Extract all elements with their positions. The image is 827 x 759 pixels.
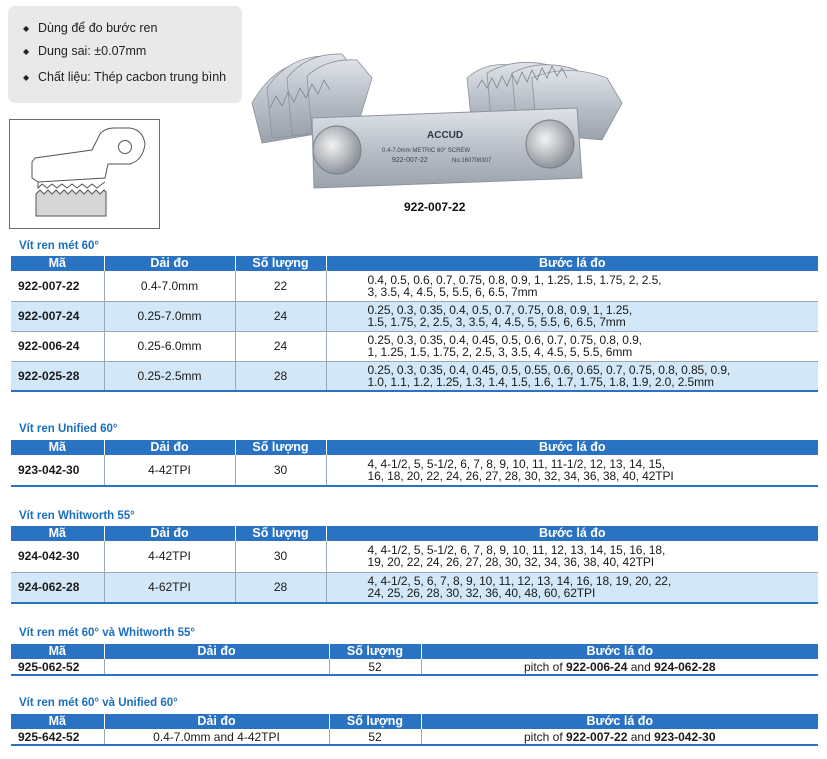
metric-whitworth-table <box>11 644 818 676</box>
col-header-pitch: Bước lá đo <box>326 526 818 541</box>
cell-code: 923-042-30 <box>11 455 104 486</box>
cell-range: 4-62TPI <box>104 572 235 603</box>
cell-qty: 24 <box>235 331 326 361</box>
cell-qty: 22 <box>235 271 326 301</box>
table-row <box>11 301 818 331</box>
col-header-code: Mã <box>11 644 104 659</box>
feature-item: ◆ Dùng để đo bước ren <box>24 21 157 35</box>
feature-item: ◆ Dung sai: ±0.07mm <box>24 44 146 58</box>
section-title: Vít ren Unified 60° <box>19 423 118 435</box>
cell-code: 924-062-28 <box>11 572 104 603</box>
col-header-range: Dải đo <box>104 256 235 271</box>
table-row <box>11 541 818 572</box>
cell-code: 924-042-30 <box>11 541 104 572</box>
cell-pitch: 4, 4-1/2, 5, 5-1/2, 6, 7, 8, 9, 10, 11, 11-1/2, 12, 13, 14, 15, 16, 18, 20, 22, 24, 26, 27, 28, 30, 32, 34, 36, 38, 40, 42TPI <box>326 455 818 486</box>
cell-pitch: pitch of 922-006-24 and 924-062-28 <box>421 659 818 675</box>
cell-range <box>104 659 329 675</box>
col-header-pitch: Bước lá đo <box>421 644 818 659</box>
metric-60-table <box>11 256 818 392</box>
col-header-qty: Số lượng <box>329 644 421 659</box>
cell-code: 925-642-52 <box>11 729 104 745</box>
cell-code: 922-007-22 <box>11 271 104 301</box>
cell-pitch: pitch of 922-007-22 and 923-042-30 <box>421 729 818 745</box>
cell-pitch: 0.25, 0.3, 0.35, 0.4, 0.5, 0.7, 0.75, 0.8, 0.9, 1, 1.25, 1.5, 1.75, 2, 2.5, 3, 3.5, 4, 4.5, 5, 5.5, 6, 6.5, 7mm <box>326 301 818 331</box>
cell-code: 922-006-24 <box>11 331 104 361</box>
col-header-qty: Số lượng <box>235 526 326 541</box>
col-header-code: Mã <box>11 440 104 455</box>
col-header-qty: Số lượng <box>329 714 421 729</box>
features-box <box>8 6 242 103</box>
section-title: Vít ren mét 60° và Unified 60° <box>19 697 178 709</box>
cell-qty: 30 <box>235 541 326 572</box>
feature-item: ◆ Chất liệu: Thép cacbon trung bình <box>24 70 226 84</box>
cell-range: 0.4-7.0mm <box>104 271 235 301</box>
table-row <box>11 361 818 391</box>
cell-code: 925-062-52 <box>11 659 104 675</box>
col-header-range: Dải đo <box>104 644 329 659</box>
svg-text:ACCUD: ACCUD <box>427 130 464 141</box>
cell-range: 0.25-6.0mm <box>104 331 235 361</box>
whitworth-55-table <box>11 526 818 604</box>
unified-60-table <box>11 440 818 487</box>
cell-range: 0.4-7.0mm and 4-42TPI <box>104 729 329 745</box>
table-row <box>11 729 818 745</box>
gauge-leaf-drawing-icon <box>10 120 159 228</box>
svg-text:0.4-7.0mm METRIC 60° SCREW: 0.4-7.0mm METRIC 60° SCREW <box>382 148 471 154</box>
cell-pitch: 4, 4-1/2, 5, 5-1/2, 6, 7, 8, 9, 10, 11, 12, 13, 14, 15, 16, 18, 19, 20, 22, 24, 26, 27, 28, 30, 32, 34, 36, 38, 40, 42TPI <box>326 541 818 572</box>
cell-code: 922-025-28 <box>11 361 104 391</box>
cell-range: 4-42TPI <box>104 541 235 572</box>
col-header-qty: Số lượng <box>235 440 326 455</box>
cell-range: 0.25-7.0mm <box>104 301 235 331</box>
section-title: Vít ren Whitworth 55° <box>19 510 135 522</box>
col-header-code: Mã <box>11 526 104 541</box>
product-caption: 922-007-22 <box>404 200 466 214</box>
col-header-range: Dải đo <box>104 526 235 541</box>
col-header-code: Mã <box>11 714 104 729</box>
cell-range: 4-42TPI <box>104 455 235 486</box>
cell-qty: 30 <box>235 455 326 486</box>
thread-gauge-image <box>232 48 652 198</box>
col-header-range: Dải đo <box>104 440 235 455</box>
table-row <box>11 572 818 603</box>
product-photo <box>232 48 652 198</box>
svg-text:922-007-22: 922-007-22 <box>392 157 428 164</box>
cell-qty: 52 <box>329 729 421 745</box>
section-title: Vít ren mét 60° và Whitworth 55° <box>19 627 195 639</box>
cell-pitch: 0.25, 0.3, 0.35, 0.4, 0.45, 0.5, 0.55, 0.6, 0.65, 0.7, 0.75, 0.8, 0.85, 0.9, 1.0, 1.1, 1.2, 1.25, 1.3, 1.4, 1.5, 1.6, 1.7, 1.75, 1.8, 1.9, 2.0, 2.5mm <box>326 361 818 391</box>
col-header-code: Mã <box>11 256 104 271</box>
col-header-qty: Số lượng <box>235 256 326 271</box>
gauge-leaf-drawing <box>9 119 160 229</box>
col-header-pitch: Bước lá đo <box>326 256 818 271</box>
table-row <box>11 455 818 486</box>
table-row <box>11 271 818 301</box>
col-header-range: Dải đo <box>104 714 329 729</box>
cell-pitch: 4, 4-1/2, 5, 6, 7, 8, 9, 10, 11, 12, 13, 14, 16, 18, 19, 20, 22, 24, 25, 26, 28, 30, 32, 36, 40, 48, 60, 62TPI <box>326 572 818 603</box>
cell-qty: 28 <box>235 572 326 603</box>
table-row <box>11 659 818 675</box>
section-title: Vít ren mét 60° <box>19 240 100 252</box>
cell-qty: 52 <box>329 659 421 675</box>
cell-qty: 28 <box>235 361 326 391</box>
col-header-pitch: Bước lá đo <box>326 440 818 455</box>
cell-code: 922-007-24 <box>11 301 104 331</box>
metric-unified-table <box>11 714 818 746</box>
col-header-pitch: Bước lá đo <box>421 714 818 729</box>
cell-range: 0.25-2.5mm <box>104 361 235 391</box>
svg-text:No.160708307: No.160708307 <box>452 158 492 164</box>
cell-qty: 24 <box>235 301 326 331</box>
table-row <box>11 331 818 361</box>
cell-pitch: 0.4, 0.5, 0.6, 0.7, 0.75, 0.8, 0.9, 1, 1.25, 1.5, 1.75, 2, 2.5, 3, 3.5, 4, 4.5, 5, 5.5, 6, 6.5, 7mm <box>326 271 818 301</box>
cell-pitch: 0.25, 0.3, 0.35, 0.4, 0.45, 0.5, 0.6, 0.7, 0.75, 0.8, 0.9, 1, 1.25, 1.5, 1.75, 2, 2.5, 3, 3.5, 4, 4.5, 5, 5.5, 6mm <box>326 331 818 361</box>
